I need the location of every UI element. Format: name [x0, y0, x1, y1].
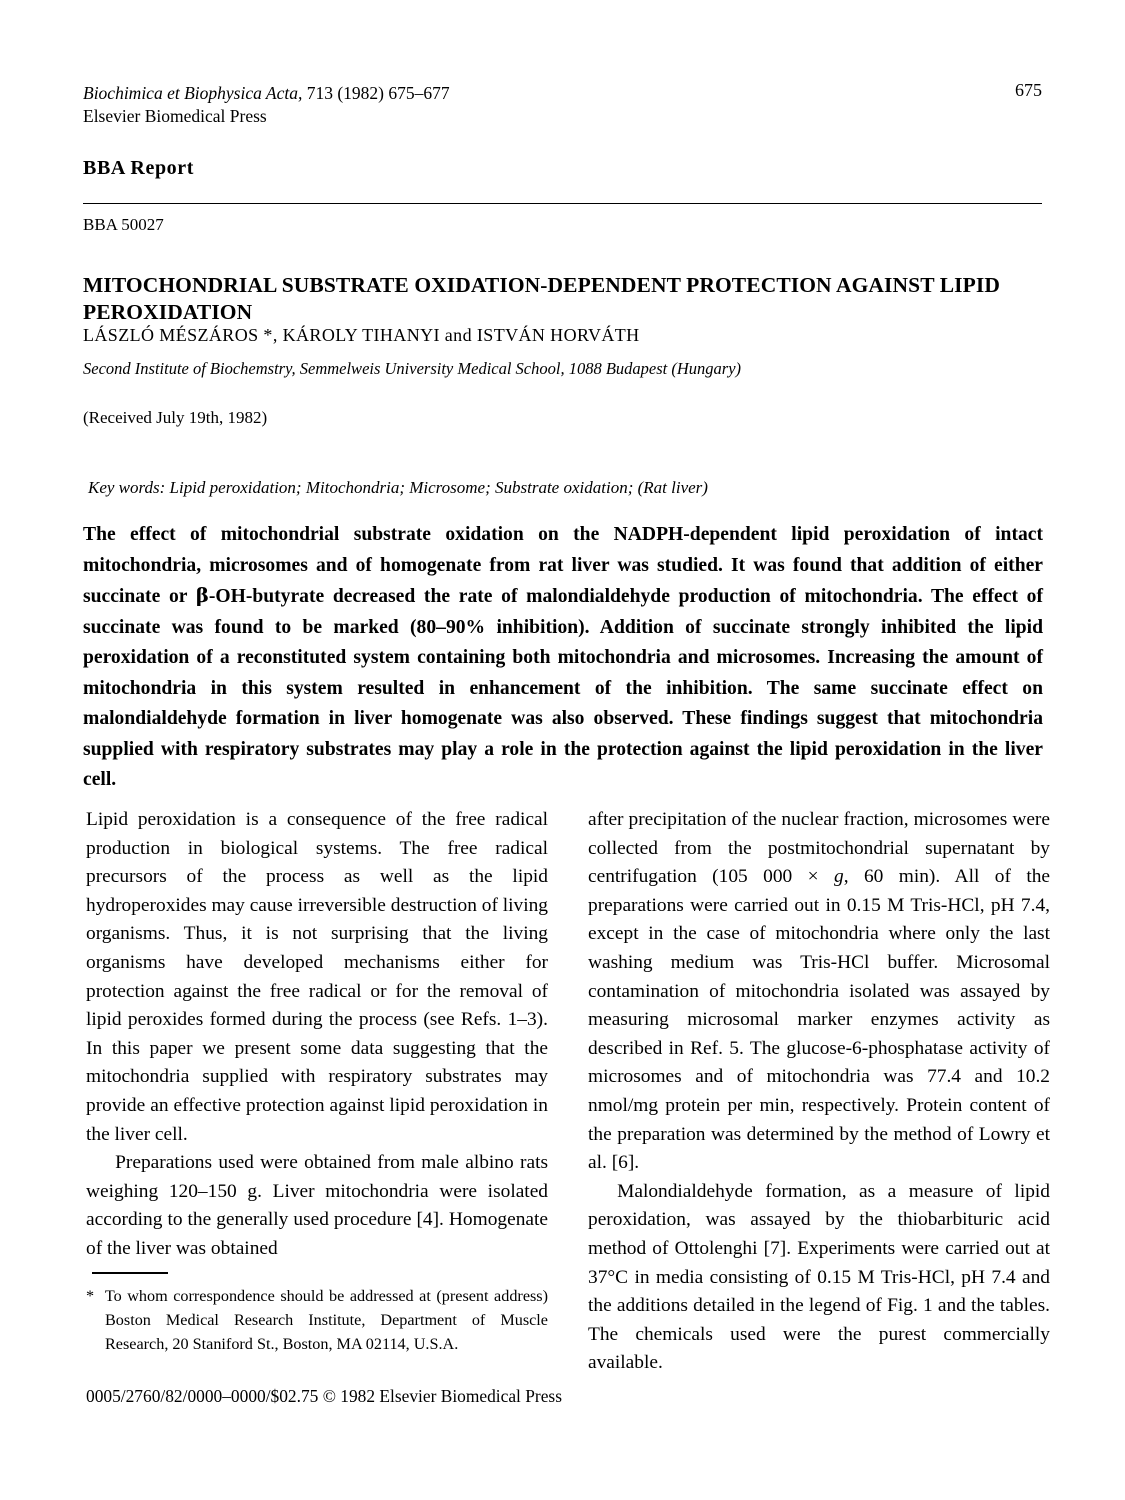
paragraph-text-pre: after precipitation of the nuclear fraction, microsomes were collected from the postmitochondrial supernatant by centrifugation (105 000 × [588, 809, 1050, 888]
page-title: MITOCHONDRIAL SUBSTRATE OXIDATION-DEPENDENT PROTECTION AGAINST LIPID PEROXIDATION [83, 273, 1000, 325]
section-label: BBA Report [83, 157, 194, 179]
paragraph: Malondialdehyde formation, as a measure of lipid peroxidation, was assayed by the thiobarbituric acid method of Ottolenghi [7]. Experiments were carried out at 37°C in media consisting of 0.15 M Tris-HCl, pH 7.4 and the additions detailed in the legend of Fig. 1 and the tables. The chemicals used were the purest commercially available. [588, 1180, 1050, 1374]
footnote [86, 1284, 548, 1357]
footnote-divider [92, 1272, 168, 1274]
paragraph [588, 806, 1050, 1178]
abstract-part-2: -OH-butyrate decreased the rate of malondialdehyde production of mitochondria. The effect of succinate was found to be marked (80–90% inhibition). Addition of succinate strongly inhibited the lipid peroxidation of a reconstituted system containing both mitochondria and microsomes. Increasing the amount of mitochondria in this system resulted in enhancement of the inhibition. The same succinate effect on malondialdehyde formation in liver homogenate was also observed. These findings suggest that mitochondria supplied with respiratory substrates may play a role in the protection against the lipid peroxidation in the liver cell. [83, 586, 1043, 790]
footnote-marker: * [86, 1287, 95, 1305]
manuscript-code: BBA 50027 [83, 215, 164, 234]
footnote-text: To whom correspondence should be addressed at (present address) Boston Medical Research Institute, Department of Muscle Research, 20 Staniford St., Boston, MA 02114, U.S.A. [104, 1287, 548, 1354]
received-date: (Received July 19th, 1982) [83, 408, 268, 427]
gravity-symbol: g [833, 866, 844, 888]
paragraph: Preparations used were obtained from male albino rats weighing 120–150 g. Liver mitochondria were isolated according to the generally used procedure [4]. Homogenate of the liver was obtained [86, 1152, 548, 1259]
imprint-line: 0005/2760/82/0000–0000/$02.75 © 1982 Elsevier Biomedical Press [86, 1386, 562, 1406]
affiliation: Second Institute of Biochemstry, Semmelweis University Medical School, 1088 Budapest (Hungary) [83, 359, 742, 378]
header-divider [83, 203, 1042, 204]
beta-symbol: β [195, 584, 209, 607]
running-head [83, 82, 1043, 105]
author-list: LÁSZLÓ MÉSZÁROS *, KÁROLY TIHANYI and ISTVÁN HORVÁTH [83, 325, 640, 345]
publisher-name: Elsevier Biomedical Press [83, 106, 267, 126]
keywords: Key words: Lipid peroxidation; Mitochondria; Microsome; Substrate oxidation; (Rat liver) [88, 478, 708, 497]
paragraph: Lipid peroxidation is a consequence of the free radical production in biological systems. The free radical precursors of the process as well as the lipid hydroperoxides may cause irreversible destruction of living organisms. Thus, it is not surprising that the living organisms have developed mechanisms either for protection against the free radical or for the removal of lipid peroxides formed during the process (see Refs. 1–3). In this paper we present some data suggesting that the mitochondria supplied with respiratory substrates may provide an effective protection against lipid peroxidation in the liver cell. [86, 809, 549, 1145]
journal-citation: 713 (1982) 675–677 [302, 83, 450, 103]
journal-name: Biochimica et Biophysica Acta, [83, 83, 303, 103]
abstract [83, 520, 1043, 796]
paragraph-text-post: , 60 min). All of the preparations were carried out in 0.15 M Tris-HCl, pH 7.4, except in the case of mitochondria where only the last washing medium was Tris-HCl buffer. Microsomal contamination of mitochondria isolated was assayed by measuring microsomal marker enzymes activity as described in Ref. 5. The glucose-6-phosphatase activity of microsomes and of mitochondria was 77.4 and 10.2 nmol/mg protein per min, respectively. Protein content of the preparation was determined by the method of Lowry et al. [6]. [588, 866, 1051, 1174]
footnote-body [86, 1284, 548, 1357]
body-column-left [86, 806, 548, 1264]
page-number: 675 [1015, 80, 1042, 100]
body-column-right [588, 806, 1050, 1378]
abstract-part-1: The effect of mitochondrial substrate oxidation on the NADPH-dependent lipid peroxidation of intact mitochondria, microsomes and of homogenate from rat liver was studied. It was found that addition of either succinate or [83, 524, 1043, 607]
